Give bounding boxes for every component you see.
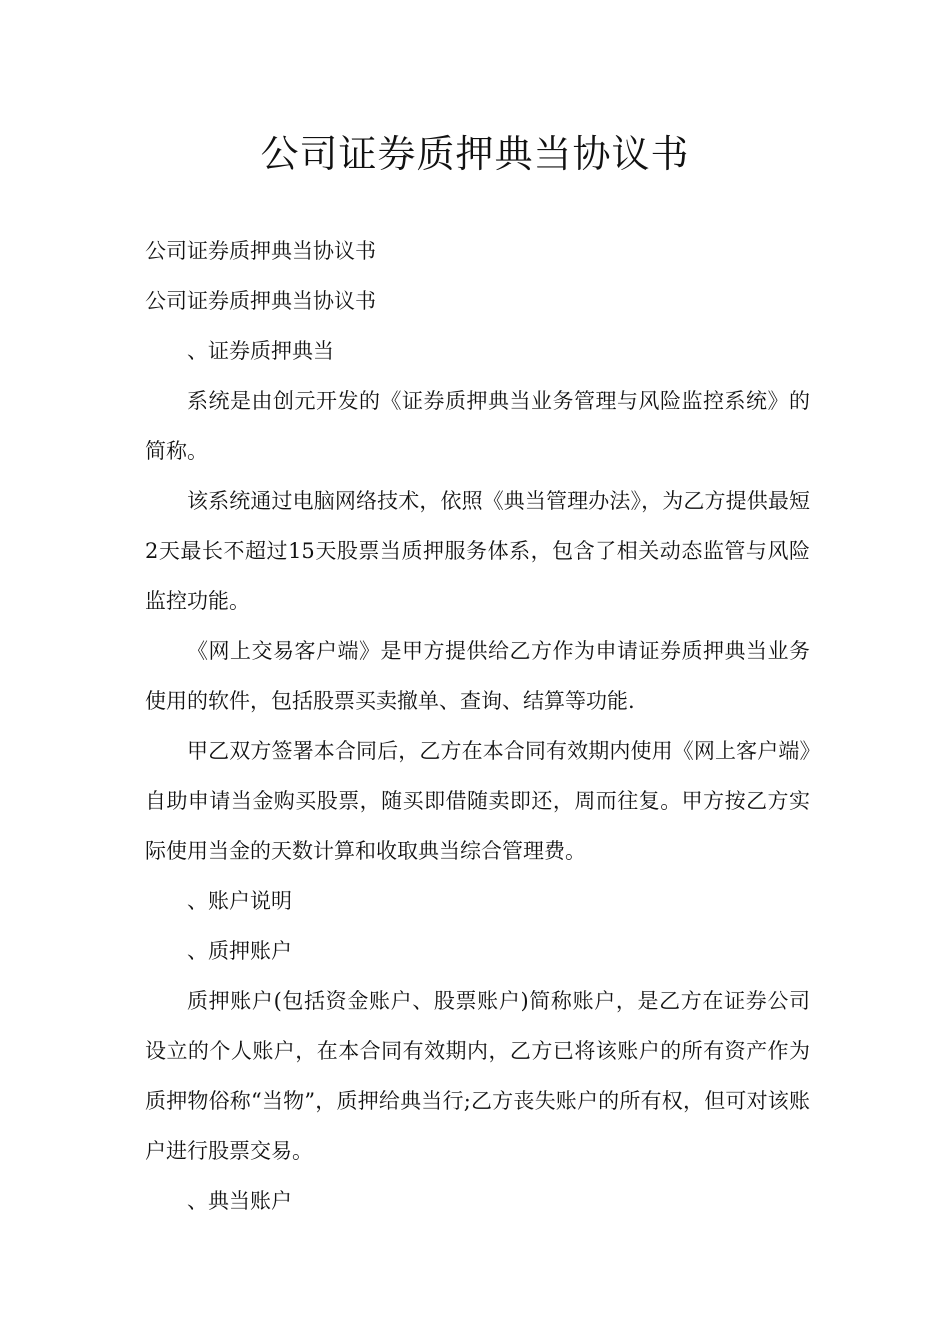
section-heading-account-description: 、账户说明 <box>187 889 292 913</box>
document-title: 公司证券质押典当协议书 <box>260 132 690 176</box>
section-heading-pledge-account: 、质押账户 <box>187 939 292 963</box>
paragraph-pledge-account: 质押账户(包括资金账户、股票账户)简称账户，是乙方在证券公司设立的个人账户，在本合同有效期内，乙方已将该账户的所有资产作为质押物俗称“当物”，质押给典当行;乙方丧失账户的所有权，但可对该账户进行股票交易。 <box>145 989 810 1163</box>
paragraph-heading-repeat-1: 公司证券质押典当协议书 <box>145 239 376 263</box>
paragraph-client-software: 《网上交易客户端》是甲方提供给乙方作为申请证券质押典当业务使用的软件，包括股票买卖撤单、查询、结算等功能. <box>145 639 810 713</box>
paragraph-system-description: 该系统通过电脑网络技术，依照《典当管理办法》，为乙方提供最短2天最长不超过15天股票当质押服务体系，包含了相关动态监管与风险监控功能。 <box>145 489 810 613</box>
document-body <box>145 226 810 1226</box>
section-heading-securities-pledge: 、证券质押典当 <box>187 339 334 363</box>
paragraph-contract-usage: 甲乙双方签署本合同后，乙方在本合同有效期内使用《网上客户端》自助申请当金购买股票，随买即借随卖即还，周而往复。甲方按乙方实际使用当金的天数计算和收取典当综合管理费。 <box>145 739 810 863</box>
section-heading-pawn-account: 、典当账户 <box>187 1189 292 1213</box>
paragraph-heading-repeat-2: 公司证券质押典当协议书 <box>145 289 376 313</box>
paragraph-system-definition: 系统是由创元开发的《证券质押典当业务管理与风险监控系统》的简称。 <box>145 389 810 463</box>
